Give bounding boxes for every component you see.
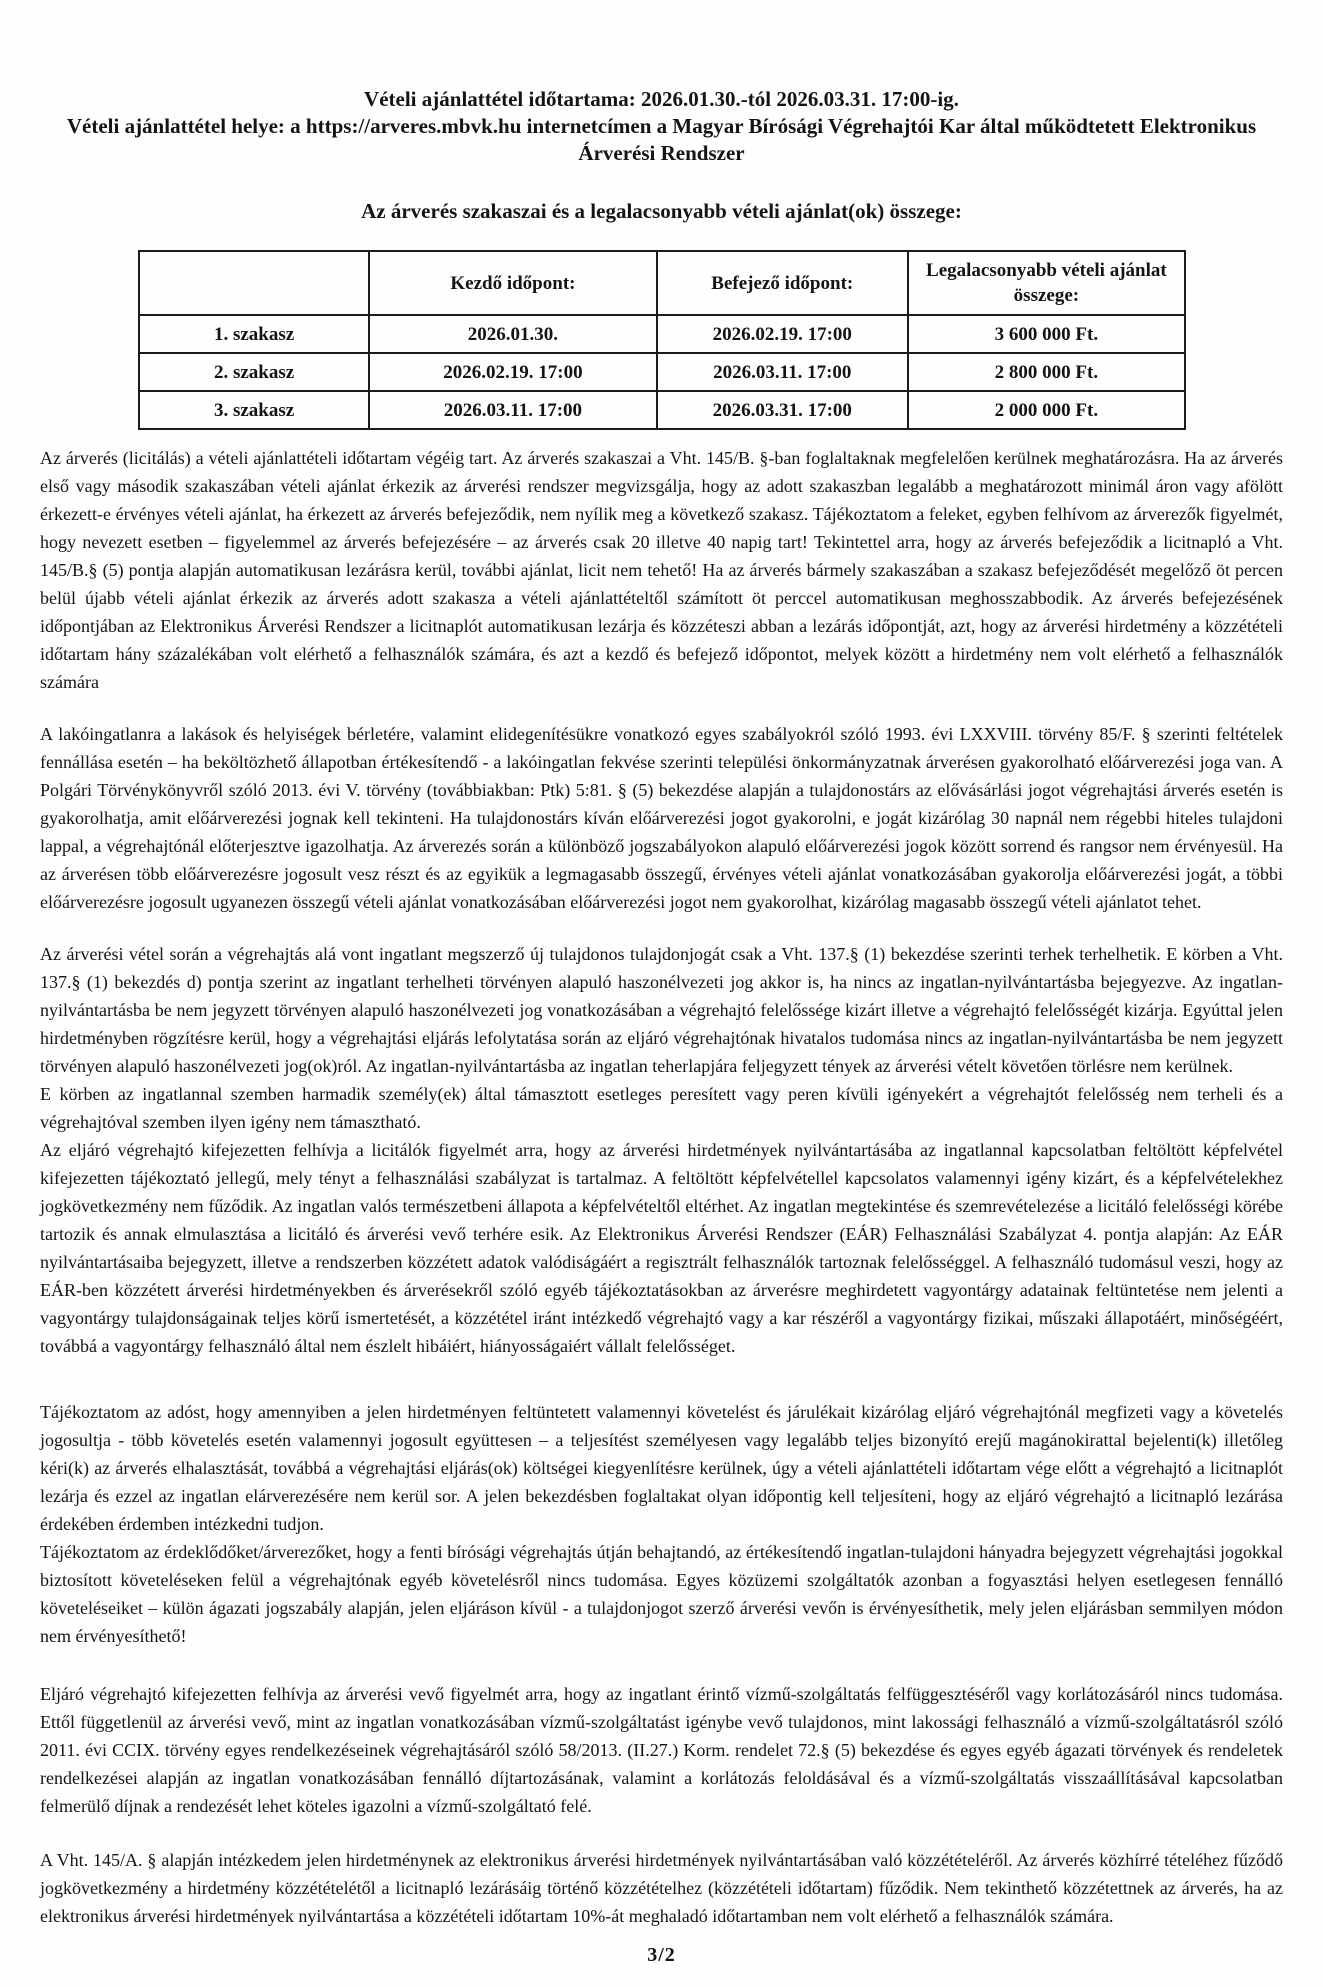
table-cell: 2 800 000 Ft.: [908, 353, 1185, 391]
stage-table-body: [139, 315, 1185, 429]
para-terhek: [40, 940, 1283, 1360]
table-cell: 3 600 000 Ft.: [908, 315, 1185, 353]
table-header-cell: [139, 251, 369, 315]
table-row: [139, 391, 1185, 429]
table-header-cell: Kezdő időpont:: [369, 251, 657, 315]
table-row: [139, 353, 1185, 391]
paragraph-line: Tájékoztatom az adóst, hogy amennyiben a jelen hirdetményen feltüntetett valamennyi követelést és járulékait kizárólag eljáró végrehajtónál megfizeti vagy a követelés jogosultja - több követelés esetén valamennyi jogosult együttesen – a teljesítést személyesen vagy legalább teljes bizonyító erejű magánokirattal bejelenti(k) illetőleg kéri(k) az árverés elhalasztását, továbbá a végrehajtási eljárás(ok) költségei kiegyenlítésre kerülnek, úgy a vételi ajánlattételi időtartam vége előtt a végrehajtó a licitnaplót lezárja és ezzel az ingatlan elárverezésére nem kerül sor. A jelen bekezdésben foglaltakat olyan időpontig kell teljesíteni, hogy az eljáró végrehajtó a licitnapló lezárása érdekében érdemben intézkedni tudjon.: [40, 1402, 1283, 1534]
footer-page-number: 3/2: [647, 1944, 676, 1966]
table-cell: 2026.03.11. 17:00: [369, 391, 657, 429]
paragraph-line: Az eljáró végrehajtó kifejezetten felhívja a licitálók figyelmét arra, hogy az árverési hirdetmények nyilvántartásába az ingatlannal kapcsolatban feltöltött képfelvétel kifejezetten tájékoztató jellegű, mely tényt a felhasználási szabályzat is tartalmaz. A feltöltött képfelvétellel kapcsolatos valamennyi igény kizárt, és a képfelvételekhez jogkövetkezmény nem fűződik. Az ingatlan valós természetbeni állapota a képfelvételtől eltérhet. Az ingatlan megtekintése és szemrevételezése a licitáló felelősségi körébe tartozik és annak elmulasztása a licitáló és árverési vevő terhére esik. Az Elektronikus Árverési Rendszer (EÁR) Felhasználási Szabályzat 4. pontja alapján: Az EÁR nyilvántartásaiba bejegyzett, illetve a rendszerben közzétett adatok valódiságáért a regisztrált felhasználók tartoznak felelősséggel. A felhasználó tudomásul veszi, hogy az EÁR-ben közzétett árverési hirdetményekben és árverésekről szóló egyéb tájékoztatásokban az árverésre meghirdetett vagyontárgy adatainak feltüntetése nem jelenti a vagyontárgy tulajdonságainak teljes körű ismertetését, a közzététel iránt intézkedő végrehajtó vagy a kar részéről a vagyontárgy fizikai, műszaki állapotáért, minőségéért, továbbá a vagyontárgy felhasználó által nem észlelt hibáiért, hiányosságaiért vállalt felelősséget.: [40, 1140, 1283, 1356]
table-header-row: [139, 251, 1185, 315]
para-arveres-szakaszai: [40, 444, 1283, 696]
table-cell: 2026.01.30.: [369, 315, 657, 353]
table-cell: 2026.02.19. 17:00: [657, 315, 908, 353]
paragraph-line: Az árverési vétel során a végrehajtás alá vont ingatlant megszerző új tulajdonos tulajdonjogát csak a Vht. 137.§ (1) bekezdése szerinti terhek terhelhetik. E körben a Vht. 137.§ (1) bekezdés d) pontja szerint az ingatlant terhelheti törvényen alapuló haszonélvezeti jog akkor is, ha nincs az ingatlan-nyilvántartásba bejegyezve. Az ingatlan-nyilvántartásba be nem jegyzett törvényen alapuló haszonélvezeti jog vonatkozásában a végrehajtó felelőssége kizárt illetve a végrehajtó felelősségét kizárja. Egyúttal jelen hirdetményben rögzítésre kerül, hogy a végrehajtási eljárás lefolytatása során az eljáró végrehajtónak hivatalos tudomása nincs az ingatlan-nyilvántartásba be nem jegyzett törvényen alapuló haszonélvezeti jog(ok)ról. Az ingatlan-nyilvántartásba az ingatlan teherlapjára feljegyzett tények az árverési vételt követően törlésre nem kerülnek.: [40, 944, 1283, 1076]
para-kozzetetel: [40, 1846, 1283, 1930]
table-cell: 3. szakasz: [139, 391, 369, 429]
document-header: [54, 86, 1269, 167]
paragraph-line: E körben az ingatlannal szemben harmadik személy(ek) által támasztott esetleges peresített vagy peren kívüli igényekért a végrehajtót felelősség nem terheli és a végrehajtóval szemben ilyen igény nem támasztható.: [40, 1084, 1283, 1132]
table-header-cell: Befejező időpont:: [657, 251, 908, 315]
table-cell: 2 000 000 Ft.: [908, 391, 1185, 429]
table-cell: 2026.02.19. 17:00: [369, 353, 657, 391]
body-text: [40, 444, 1283, 1930]
table-cell: 2026.03.11. 17:00: [657, 353, 908, 391]
table-row: [139, 315, 1185, 353]
para-vizmu: [40, 1680, 1283, 1820]
auction-stages-table: [138, 250, 1186, 430]
paragraph-line: A lakóingatlanra a lakások és helyiségek bérletére, valamint elidegenítésükre vonatkozó egyes szabályokról szóló 1993. évi LXXVIII. törvény 85/F. § szerinti feltételek fennállása esetén – ha beköltözhető állapotban értékesítendő - a lakóingatlan fekvése szerinti települési önkormányzatnak árverésen gyakorolható előárverezési joga van. A Polgári Törvénykönyvről szóló 2013. évi V. törvény (továbbiakban: Ptk) 5:81. § (5) bekezdése alapján a tulajdonostárs az elővásárlási jogot végrehajtási árverés esetén is gyakorolhatja, amit előárverezési jognak kell tekinteni. Ha tulajdonostárs kíván előárverezési jogot gyakorolni, e jogát kizárólag 30 napnál nem régebbi hiteles tulajdoni lappal, a végrehajtónál előterjesztve igazolhatja. Az árverezés során a különböző jogszabályokon alapuló előárverezési jogok között sorrend és rangsor nem érvényesül. Ha az árverésen több előárverezésre jogosult vesz részt és az egyikük a legmagasabb összegű, érvényes vételi ajánlat vonatkozásában gyakorolja előárverezési jogát, a többi előárverezésre jogosult ugyanezen összegű vételi ajánlat vonatkozásában előárverezési jogot nem gyakorolhat, kizárólag magasabb összegű vételi ajánlatot tehet.: [40, 724, 1283, 912]
table-header-cell: Legalacsonyabb vételi ajánlat összege:: [908, 251, 1185, 315]
table-cell: 1. szakasz: [139, 315, 369, 353]
para-lakoingatlan: [40, 720, 1283, 916]
offer-period-line: Vételi ajánlattétel időtartama: 2026.01.30.-tól 2026.03.31. 17:00-ig.: [364, 87, 959, 111]
table-cell: 2026.03.31. 17:00: [657, 391, 908, 429]
offer-place-line: Vételi ajánlattétel helye: a https://arveres.mbvk.hu internetcímen a Magyar Bírósági Végrehajtói Kar által működtetett Elektronikus Árverési Rendszer: [66, 114, 1257, 165]
paragraph-line: A Vht. 145/A. § alapján intézkedem jelen hirdetménynek az elektronikus árverési hirdetmények nyilvántartásában való közzétételéről. Az árverés közhírré tételéhez fűződő jogkövetkezmény a hirdetmény közzétételétől a licitnapló lezárásáig történő közzétételhez (közzétételi időtartam) fűződik. Nem tekinthető közzétettnek az árverés, ha az elektronikus árverési hirdetmények nyilvántartása a közzétételi időtartam 10%-át meghaladó időtartamban nem volt elérhető a felhasználók számára.: [40, 1850, 1283, 1926]
section-title: Az árverés szakaszai és a legalacsonyabb vételi ajánlat(ok) összege:: [361, 199, 962, 223]
table-row: [139, 251, 1185, 315]
table-cell: 2. szakasz: [139, 353, 369, 391]
paragraph-line: Eljáró végrehajtó kifejezetten felhívja az árverési vevő figyelmét arra, hogy az ingatlant érintő vízmű-szolgáltatás felfüggesztéséről vagy korlátozásáról nincs tudomása. Ettől függetlenül az árverési vevő, mint az ingatlan vonatkozásában vízmű-szolgáltatást igénybe vevő tulajdonos, mint lakossági felhasználó a vízmű-szolgáltatásról szóló 2011. évi CCIX. törvény egyes rendelkezéseinek végrehajtásáról szóló 58/2013. (II.27.) Korm. rendelet 72.§ (5) bekezdése és egyes egyéb ágazati törvények és rendeletek rendelkezései alapján az ingatlan vonatkozásában fennálló díjtartozásának, valamint a korlátozás feloldásával és a vízmű-szolgáltatás visszaállításával kapcsolatban felmerülő díjnak a rendezését lehet köteles igazolni a vízmű-szolgáltató felé.: [40, 1684, 1283, 1816]
paragraph-line: Az árverés (licitálás) a vételi ajánlattételi időtartam végéig tart. Az árverés szakaszai a Vht. 145/B. §-ban foglaltaknak megfelelően kerülnek meghatározásra. Ha az árverés első vagy második szakaszában vételi ajánlat érkezik az árverési rendszer megvizsgálja, hogy az adott szakaszban legalább a meghatározott minimál áron vagy afölött érkezett-e érvényes vételi ajánlat, ha érkezett az árverés befejeződik, nem nyílik meg a következő szakasz. Tájékoztatom a feleket, egyben felhívom az árverezők figyelmét, hogy nevezett esetben – figyelemmel az árverés befejezésére – az árverés csak 20 illetve 40 napig tart! Tekintettel arra, hogy az árverés befejeződik a licitnapló a Vht. 145/B.§ (5) pontja alapján automatikusan lezárásra kerül, további ajánlat, licit nem tehető! Ha az árverés bármely szakaszában a szakasz befejeződését megelőző öt percen belül újabb vételi ajánlat érkezik az árverés adott szakasza a vételi ajánlattételtől számított öt perccel automatikusan meghosszabbodik. Az árverés befejezésének időpontjában az Elektronikus Árverési Rendszer a licitnaplót automatikusan lezárja és közzéteszi abban a lezárás időpontját, azt, hogy az árverési hirdetmény a közzétételi időtartam hány százalékában volt elérhető a felhasználók számára, és azt a kezdő és befejező időpontot, melyek között a hirdetmény nem volt elérhető a felhasználók számára: [40, 448, 1283, 692]
paragraph-line: Tájékoztatom az érdeklődőket/árverezőket, hogy a fenti bírósági végrehajtás útján behajtandó, az értékesítendő ingatlan-tulajdoni hányadra bejegyzett végrehajtási jogokkal biztosított követeléseken felül a végrehajtónak egyéb követelésről nincs tudomása. Egyes közüzemi szolgáltatók azonban a fogyasztási helyen esetlegesen fennálló követeléseiket – külön ágazati jogszabály alapján, jelen eljáráson kívül - a tulajdonjogot szerző árverési vevőn is érvényesíthetik, mely jelen eljárásban semmilyen módon nem érvényesíthető!: [40, 1542, 1283, 1646]
para-adost: [40, 1398, 1283, 1650]
